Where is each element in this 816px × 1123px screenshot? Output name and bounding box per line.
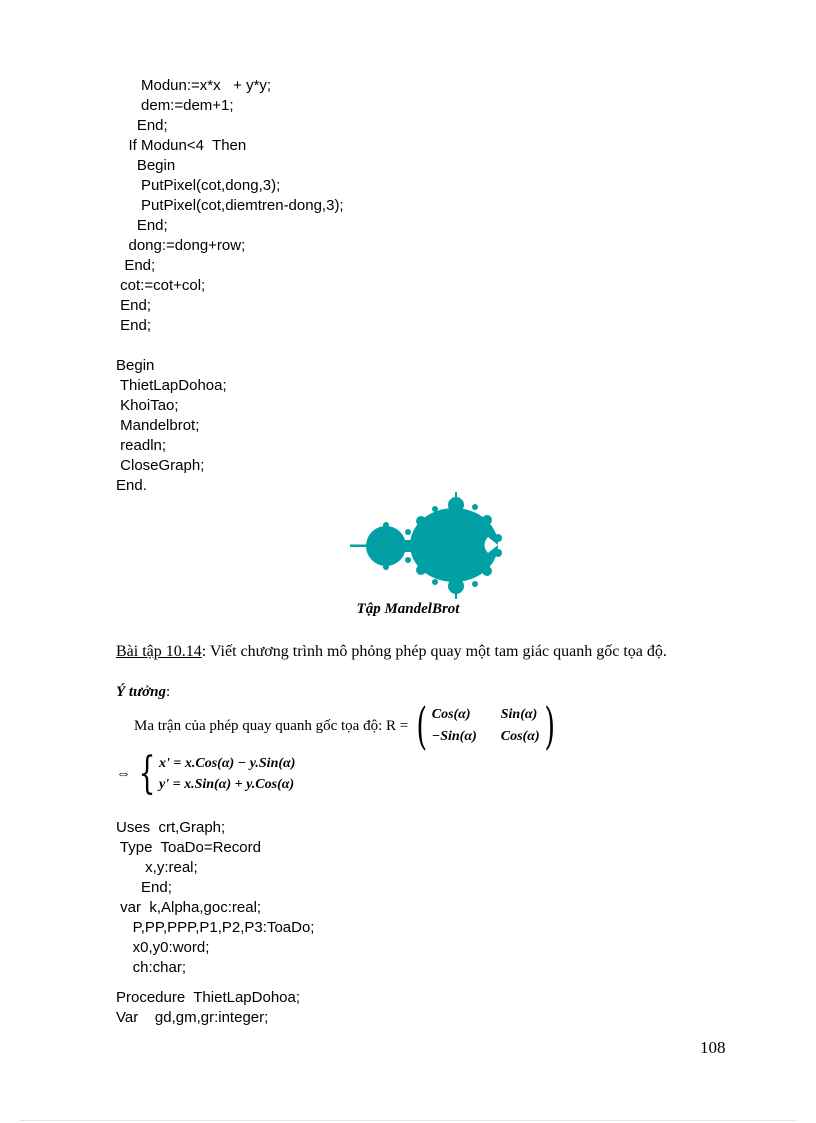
mandelbrot-figure [348, 492, 508, 600]
equation-y: y' = x.Sin(α) + y.Cos(α) [159, 777, 295, 792]
matrix-grid [432, 704, 540, 748]
code-block-declarations: Uses crt,Graph; Type ToaDo=Record x,y:real; End; var k,Alpha,goc:real; P,PP,PPP,P1,P2,P3:ToaDo; x0,y0:word; ch:char; [116, 819, 315, 976]
page-number: 108 [700, 1038, 726, 1057]
left-brace-icon: { [138, 748, 156, 799]
figure-caption: Tập MandelBrot [356, 601, 460, 617]
exercise-text: : Viết chương trình mô phỏng phép quay một tam giác quanh gốc tọa độ. [201, 643, 667, 660]
right-paren-icon: ) [544, 697, 555, 755]
rotation-matrix [412, 697, 559, 755]
matrix-cell-11: Cos(α) [431, 707, 471, 722]
equation-system [116, 748, 296, 799]
matrix-intro: Ma trận của phép quay quanh gốc tọa độ: R = [134, 717, 409, 734]
idea-label: Ý tưởng [116, 684, 166, 700]
idea-colon: : [165, 684, 171, 700]
code-block-main-program: Begin ThietLapDohoa; KhoiTao; Mandelbrot; readln; CloseGraph; End. [116, 357, 227, 494]
equivalence-symbol: ⇔ [116, 765, 131, 782]
equations [159, 753, 295, 795]
code-block-procedure: Procedure ThietLapDohoa; Var gd,gm,gr:integer; [116, 989, 301, 1026]
idea-heading [116, 684, 170, 701]
matrix-cell-12: Sin(α) [500, 707, 538, 722]
equation-x: x' = x.Cos(α) − y.Sin(α) [159, 756, 296, 771]
exercise-statement [116, 641, 740, 662]
footer-divider [20, 1120, 796, 1121]
matrix-cell-21: −Sin(α) [431, 728, 477, 744]
left-paren-icon: ( [416, 697, 428, 755]
matrix-cell-22: Cos(α) [500, 728, 540, 744]
rotation-matrix-line [134, 697, 559, 755]
exercise-label: Bài tập 10.14 [116, 643, 202, 660]
code-block-mandelbrot-loop: Modun:=x*x + y*y; dem:=dem+1; End; If Modun<4 Then Begin PutPixel(cot,dong,3); PutPixel(cot,diemtren-dong,3); End; dong:=dong+row; End; cot:=cot+col; End; End; [120, 77, 344, 334]
